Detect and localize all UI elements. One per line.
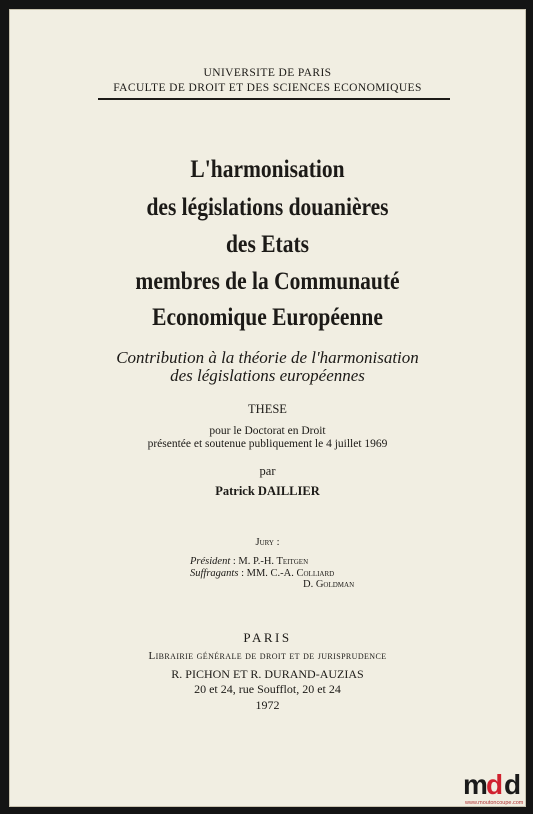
logo-tagline: www.moutoncoupe.com bbox=[465, 800, 524, 806]
title-line: des Etats bbox=[225, 231, 310, 258]
president-label: Président bbox=[190, 556, 231, 567]
president-sep: : M. bbox=[230, 556, 254, 567]
thesis-defense: présentée et soutenue publiquement le 4 juillet 1969 bbox=[147, 438, 388, 450]
publisher-city: PARIS bbox=[243, 630, 292, 645]
logo-d-red: d bbox=[486, 769, 504, 800]
title-line: Economique Européenne bbox=[152, 304, 383, 331]
jury-suffragants bbox=[190, 568, 334, 579]
thesis-degree: pour le Doctorat en Droit bbox=[209, 425, 326, 437]
mdd-logo bbox=[461, 764, 527, 808]
logo-d: d bbox=[504, 769, 522, 800]
university-name: UNIVERSITE DE PARIS bbox=[203, 67, 332, 79]
jury-heading: Jury : bbox=[255, 537, 280, 548]
title-line: L'harmonisation bbox=[190, 156, 345, 183]
jury-member: D. Goldman bbox=[303, 579, 355, 590]
suffragants-label: Suffragants bbox=[190, 568, 239, 579]
book-cover bbox=[9, 9, 526, 807]
by-label: par bbox=[259, 464, 276, 478]
president-name: P.-H. Teitgen bbox=[253, 556, 309, 567]
faculty-name: FACULTE DE DROIT ET DES SCIENCES ECONOMIQUES bbox=[113, 82, 422, 94]
author-name: Patrick DAILLIER bbox=[215, 484, 320, 498]
logo-m: m bbox=[463, 769, 488, 800]
publication-year: 1972 bbox=[255, 698, 280, 712]
suffragants-sep: : MM. bbox=[238, 568, 271, 579]
subtitle-line: des législations européennes bbox=[170, 366, 365, 385]
subtitle-line: Contribution à la théorie de l'harmonisation bbox=[116, 348, 419, 367]
thesis-label: THESE bbox=[248, 402, 287, 416]
title-line: des législations douanières bbox=[146, 194, 389, 221]
jury-president bbox=[190, 556, 308, 567]
title-line: membres de la Communauté bbox=[135, 268, 400, 295]
publisher-address: 20 et 24, rue Soufflot, 20 et 24 bbox=[194, 682, 341, 696]
publisher-name: Librairie générale de droit et de jurisprudence bbox=[148, 650, 387, 662]
jury-member: C.-A. Colliard bbox=[270, 568, 335, 579]
publisher-partners: R. PICHON ET R. DURAND-AUZIAS bbox=[171, 667, 364, 681]
header-rule bbox=[98, 98, 450, 100]
